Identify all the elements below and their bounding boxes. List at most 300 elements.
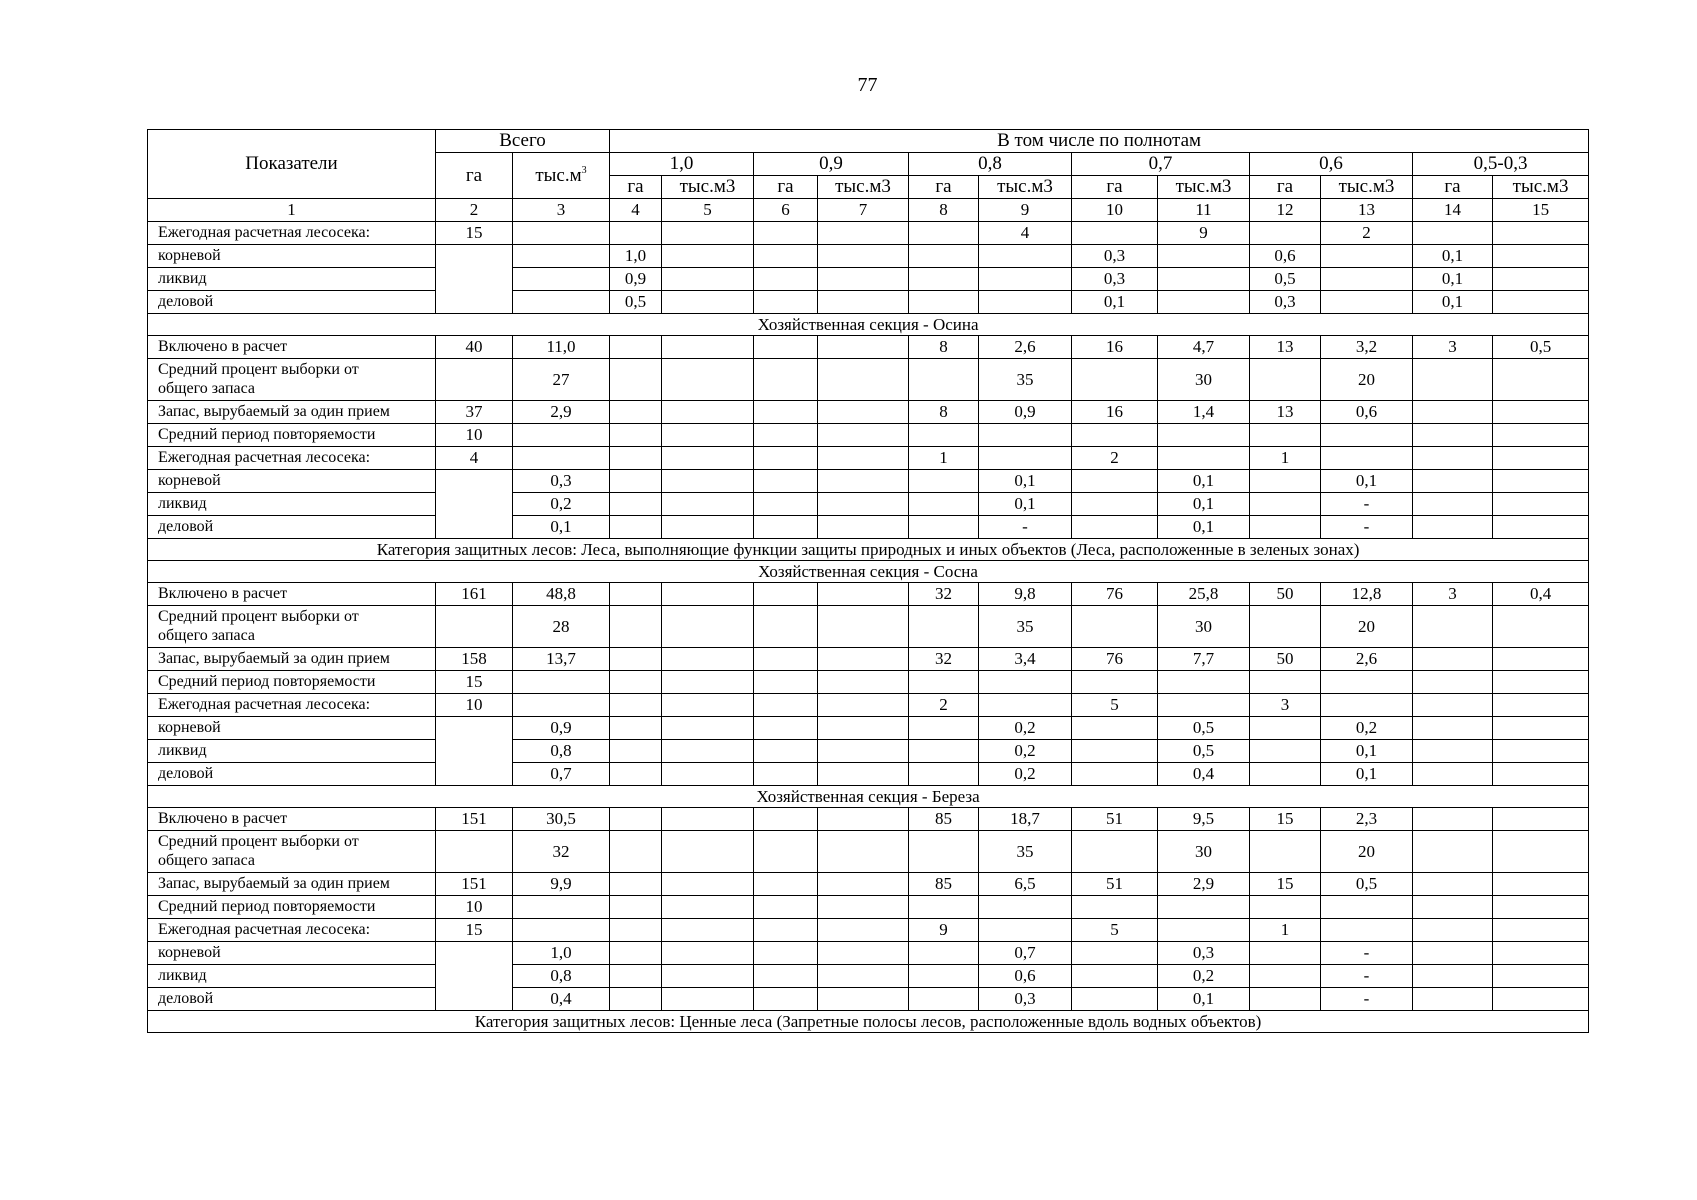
table-cell xyxy=(662,648,754,671)
table-cell xyxy=(1321,694,1413,717)
table-cell: 20 xyxy=(1321,831,1413,873)
stock-cut-label: Запас, вырубаемый за один прием xyxy=(148,873,436,896)
table-cell xyxy=(754,988,818,1011)
table-cell xyxy=(610,717,662,740)
avg-pct-label-line-1: Средний процент выборки от xyxy=(158,608,359,626)
table-row xyxy=(148,424,1589,447)
table-cell xyxy=(662,516,754,539)
table-cell: 13 xyxy=(1250,401,1321,424)
table-cell: 0,4 xyxy=(1493,583,1589,606)
table-cell xyxy=(1250,763,1321,786)
table-cell: 0,1 xyxy=(513,516,610,539)
table-cell xyxy=(1250,606,1321,648)
table-cell xyxy=(754,291,818,314)
table-cell xyxy=(1493,222,1589,245)
table-cell: 11,0 xyxy=(513,336,610,359)
table-cell xyxy=(1158,919,1250,942)
table-cell xyxy=(909,763,979,786)
table-cell xyxy=(1413,965,1493,988)
column-number-row xyxy=(148,199,1589,222)
table-cell xyxy=(610,222,662,245)
section-title-sosna-row xyxy=(148,561,1589,583)
root-label: корневой xyxy=(148,245,436,268)
table-row xyxy=(148,873,1589,896)
table-cell xyxy=(754,694,818,717)
table-cell xyxy=(1493,942,1589,965)
table-cell xyxy=(513,245,610,268)
table-cell: 3 xyxy=(1413,583,1493,606)
avg-pct-label-line-1: Средний процент выборки от xyxy=(158,361,359,379)
table-cell: 20 xyxy=(1321,606,1413,648)
table-cell: 50 xyxy=(1250,583,1321,606)
table-cell: 2 xyxy=(909,694,979,717)
table-cell xyxy=(754,245,818,268)
table-cell xyxy=(610,583,662,606)
table-cell xyxy=(754,740,818,763)
table-cell xyxy=(909,291,979,314)
table-cell xyxy=(754,606,818,648)
table-cell: 0,2 xyxy=(979,740,1072,763)
table-cell: 0,6 xyxy=(1321,401,1413,424)
merged-empty-cell xyxy=(436,470,513,539)
page-number: 77 xyxy=(857,74,878,96)
table-cell xyxy=(1158,245,1250,268)
table-cell: 37 xyxy=(436,401,513,424)
table-cell xyxy=(513,896,610,919)
column-number: 6 xyxy=(754,199,818,222)
table-cell xyxy=(1493,470,1589,493)
commercial-label: деловой xyxy=(148,291,436,314)
column-number: 15 xyxy=(1493,199,1589,222)
table-cell: 25,8 xyxy=(1158,583,1250,606)
table-cell: 35 xyxy=(979,606,1072,648)
table-cell: 12,8 xyxy=(1321,583,1413,606)
table-cell: 2,6 xyxy=(1321,648,1413,671)
table-cell: 0,4 xyxy=(1158,763,1250,786)
table-cell: 15 xyxy=(436,919,513,942)
category-valuable-forests-row xyxy=(148,1011,1589,1033)
merged-empty-cell xyxy=(436,942,513,1011)
table-cell xyxy=(662,671,754,694)
table-cell xyxy=(1493,648,1589,671)
table-cell xyxy=(1158,896,1250,919)
table-cell xyxy=(754,648,818,671)
annual-cut-label: Ежегодная расчетная лесосека: xyxy=(148,919,436,942)
table-cell xyxy=(1413,493,1493,516)
table-row xyxy=(148,606,1589,648)
table-cell xyxy=(1493,694,1589,717)
root-label: корневой xyxy=(148,470,436,493)
table-cell: 151 xyxy=(436,808,513,831)
table-row xyxy=(148,694,1589,717)
table-cell xyxy=(818,359,909,401)
category-green-zones-row xyxy=(148,539,1589,561)
table-cell xyxy=(1072,942,1158,965)
liquid-label: ликвид xyxy=(148,268,436,291)
table-cell xyxy=(610,606,662,648)
table-cell xyxy=(754,763,818,786)
header-sub-ha: га xyxy=(909,176,979,199)
table-cell xyxy=(1072,965,1158,988)
included-label: Включено в расчет xyxy=(148,808,436,831)
table-cell xyxy=(818,493,909,516)
table-cell: 35 xyxy=(979,831,1072,873)
table-cell xyxy=(754,808,818,831)
table-cell xyxy=(754,447,818,470)
table-cell: 0,6 xyxy=(979,965,1072,988)
table-cell xyxy=(1493,671,1589,694)
table-cell: 0,5 xyxy=(1321,873,1413,896)
column-number: 2 xyxy=(436,199,513,222)
table-cell xyxy=(1158,291,1250,314)
table-row xyxy=(148,919,1589,942)
table-cell xyxy=(662,942,754,965)
table-cell xyxy=(1413,896,1493,919)
table-cell: 10 xyxy=(436,694,513,717)
table-cell xyxy=(1413,606,1493,648)
header-total-ha: га xyxy=(436,153,513,199)
table-cell: 0,3 xyxy=(1072,245,1158,268)
table-cell: 0,1 xyxy=(1321,470,1413,493)
table-cell xyxy=(818,873,909,896)
table-cell: 1,4 xyxy=(1158,401,1250,424)
table-cell: 0,5 xyxy=(1158,740,1250,763)
table-cell xyxy=(909,942,979,965)
column-number: 13 xyxy=(1321,199,1413,222)
table-cell: 0,2 xyxy=(513,493,610,516)
table-cell: 1,0 xyxy=(610,245,662,268)
table-row xyxy=(148,671,1589,694)
table-cell xyxy=(610,493,662,516)
table-cell: 76 xyxy=(1072,648,1158,671)
table-cell xyxy=(662,919,754,942)
table-cell xyxy=(754,831,818,873)
table-cell: 4,7 xyxy=(1158,336,1250,359)
table-cell xyxy=(513,291,610,314)
column-number: 8 xyxy=(909,199,979,222)
header-sub-ha: га xyxy=(1072,176,1158,199)
table-cell xyxy=(979,447,1072,470)
avg-pct-label-line-2: общего запаса xyxy=(158,379,255,397)
table-cell: 2 xyxy=(1321,222,1413,245)
table-cell xyxy=(909,671,979,694)
table-cell xyxy=(610,831,662,873)
header-sub-volume: тыс.м3 xyxy=(1321,176,1413,199)
stock-cut-label: Запас, вырубаемый за один прием xyxy=(148,648,436,671)
table-cell xyxy=(662,606,754,648)
table-cell xyxy=(513,694,610,717)
table-cell: 85 xyxy=(909,808,979,831)
table-cell xyxy=(1413,808,1493,831)
table-cell: 0,1 xyxy=(1158,988,1250,1011)
table-cell: 0,3 xyxy=(1158,942,1250,965)
table-cell xyxy=(754,359,818,401)
liquid-label: ликвид xyxy=(148,493,436,516)
table-cell xyxy=(1321,291,1413,314)
table-cell: 1 xyxy=(909,447,979,470)
table-cell xyxy=(662,359,754,401)
header-sub-volume: тыс.м3 xyxy=(1493,176,1589,199)
table-row xyxy=(148,988,1589,1011)
table-cell: 9 xyxy=(909,919,979,942)
table-cell: 5 xyxy=(1072,919,1158,942)
table-cell xyxy=(513,424,610,447)
table-cell xyxy=(662,470,754,493)
table-cell xyxy=(909,717,979,740)
table-cell xyxy=(818,919,909,942)
table-cell xyxy=(1493,831,1589,873)
table-cell xyxy=(909,606,979,648)
included-label: Включено в расчет xyxy=(148,583,436,606)
table-cell xyxy=(662,291,754,314)
table-cell: 0,9 xyxy=(610,268,662,291)
table-cell xyxy=(1413,831,1493,873)
table-row xyxy=(148,740,1589,763)
table-cell: - xyxy=(1321,965,1413,988)
table-cell: 0,3 xyxy=(1072,268,1158,291)
table-row xyxy=(148,336,1589,359)
table-cell xyxy=(1413,516,1493,539)
table-cell: 0,5 xyxy=(1250,268,1321,291)
commercial-label: деловой xyxy=(148,988,436,1011)
table-cell xyxy=(818,717,909,740)
table-cell xyxy=(662,717,754,740)
table-row xyxy=(148,401,1589,424)
header-row-1 xyxy=(148,130,1589,153)
column-number: 9 xyxy=(979,199,1072,222)
table-cell: 51 xyxy=(1072,873,1158,896)
table-cell xyxy=(662,268,754,291)
table-row xyxy=(148,831,1589,873)
table-cell: 0,2 xyxy=(979,763,1072,786)
table-cell xyxy=(1158,424,1250,447)
table-cell xyxy=(610,965,662,988)
table-cell xyxy=(1072,606,1158,648)
table-cell: 0,1 xyxy=(1072,291,1158,314)
stock-cut-label: Запас, вырубаемый за один прием xyxy=(148,401,436,424)
table-cell xyxy=(909,470,979,493)
table-cell xyxy=(662,808,754,831)
table-cell: 15 xyxy=(1250,808,1321,831)
table-cell xyxy=(1072,763,1158,786)
annual-cut-label: Ежегодная расчетная лесосека: xyxy=(148,447,436,470)
column-number: 1 xyxy=(148,199,436,222)
column-number: 11 xyxy=(1158,199,1250,222)
table-cell xyxy=(818,808,909,831)
table-row xyxy=(148,717,1589,740)
table-cell: 3 xyxy=(1250,694,1321,717)
header-sub-ha: га xyxy=(1250,176,1321,199)
table-cell xyxy=(818,424,909,447)
header-total-volume-unit: тыс.м xyxy=(535,164,582,186)
table-cell xyxy=(1413,988,1493,1011)
table-cell: 151 xyxy=(436,873,513,896)
table-cell: 40 xyxy=(436,336,513,359)
table-cell: 161 xyxy=(436,583,513,606)
table-cell xyxy=(610,516,662,539)
table-cell xyxy=(1321,896,1413,919)
table-cell xyxy=(610,671,662,694)
table-cell xyxy=(1493,965,1589,988)
table-cell xyxy=(662,424,754,447)
table-cell: 51 xyxy=(1072,808,1158,831)
table-cell: 0,6 xyxy=(1250,245,1321,268)
table-cell: 10 xyxy=(436,424,513,447)
table-cell xyxy=(1493,919,1589,942)
header-density-1-0: 1,0 xyxy=(610,153,754,176)
table-cell xyxy=(1413,648,1493,671)
table-cell xyxy=(1413,359,1493,401)
table-cell xyxy=(662,896,754,919)
table-cell xyxy=(662,873,754,896)
table-cell: 1 xyxy=(1250,919,1321,942)
table-cell: 28 xyxy=(513,606,610,648)
table-cell xyxy=(1321,245,1413,268)
header-density-0-9: 0,9 xyxy=(754,153,909,176)
included-label: Включено в расчет xyxy=(148,336,436,359)
annual-cut-label: Ежегодная расчетная лесосека: xyxy=(148,222,436,245)
avg-pct-label xyxy=(148,359,436,401)
table-cell xyxy=(979,245,1072,268)
table-cell: - xyxy=(1321,516,1413,539)
table-cell: 5 xyxy=(1072,694,1158,717)
table-cell: 0,1 xyxy=(979,470,1072,493)
table-cell xyxy=(818,648,909,671)
table-cell xyxy=(662,583,754,606)
column-number: 7 xyxy=(818,199,909,222)
root-label: корневой xyxy=(148,717,436,740)
table-cell: 0,1 xyxy=(1413,291,1493,314)
table-cell: 9 xyxy=(1158,222,1250,245)
table-cell xyxy=(754,896,818,919)
table-cell xyxy=(1413,447,1493,470)
table-cell xyxy=(1250,424,1321,447)
column-number: 5 xyxy=(662,199,754,222)
table-cell xyxy=(610,873,662,896)
table-cell xyxy=(818,401,909,424)
table-cell xyxy=(979,694,1072,717)
table-cell xyxy=(1413,424,1493,447)
table-cell xyxy=(610,424,662,447)
table-cell xyxy=(818,336,909,359)
table-cell xyxy=(610,919,662,942)
header-density-0-6: 0,6 xyxy=(1250,153,1413,176)
table-cell xyxy=(1072,222,1158,245)
avg-period-label: Средний период повторяемости xyxy=(148,896,436,919)
table-cell xyxy=(1493,808,1589,831)
table-cell xyxy=(513,222,610,245)
merged-empty-cell xyxy=(436,245,513,314)
table-cell: 0,5 xyxy=(1158,717,1250,740)
table-cell xyxy=(1321,447,1413,470)
column-number: 14 xyxy=(1413,199,1493,222)
table-cell xyxy=(610,808,662,831)
table-cell: 7,7 xyxy=(1158,648,1250,671)
table-row xyxy=(148,808,1589,831)
table-cell: 0,5 xyxy=(1493,336,1589,359)
header-density-0-7: 0,7 xyxy=(1072,153,1250,176)
table-cell xyxy=(1072,671,1158,694)
table-cell: 8 xyxy=(909,336,979,359)
table-cell xyxy=(1072,740,1158,763)
table-cell xyxy=(513,671,610,694)
table-cell xyxy=(610,988,662,1011)
table-cell xyxy=(1493,493,1589,516)
table-cell xyxy=(909,516,979,539)
table-cell xyxy=(909,740,979,763)
header-sub-ha: га xyxy=(754,176,818,199)
column-number: 12 xyxy=(1250,199,1321,222)
table-row xyxy=(148,516,1589,539)
column-number: 10 xyxy=(1072,199,1158,222)
table-cell xyxy=(818,245,909,268)
section-title-osina-row xyxy=(148,314,1589,336)
table-cell xyxy=(754,942,818,965)
table-cell xyxy=(979,919,1072,942)
table-cell: 0,7 xyxy=(979,942,1072,965)
table-cell xyxy=(909,896,979,919)
table-cell: 48,8 xyxy=(513,583,610,606)
table-cell xyxy=(1072,831,1158,873)
section-title-osina: Хозяйственная секция - Осина xyxy=(148,314,1589,336)
table-cell xyxy=(1250,717,1321,740)
table-cell: 32 xyxy=(909,583,979,606)
table-cell: 30,5 xyxy=(513,808,610,831)
table-cell xyxy=(979,291,1072,314)
table-cell: 15 xyxy=(436,671,513,694)
avg-pct-label-line-2: общего запаса xyxy=(158,626,255,644)
table-row xyxy=(148,222,1589,245)
table-row xyxy=(148,245,1589,268)
table-cell: 0,3 xyxy=(1250,291,1321,314)
table-cell xyxy=(1250,965,1321,988)
table-cell xyxy=(1321,268,1413,291)
header-by-density: В том числе по полнотам xyxy=(610,130,1589,153)
table-cell xyxy=(909,268,979,291)
table-cell xyxy=(818,942,909,965)
table-row xyxy=(148,359,1589,401)
table-cell xyxy=(436,831,513,873)
header-sub-ha: га xyxy=(1413,176,1493,199)
header-sub-volume: тыс.м3 xyxy=(1158,176,1250,199)
table-cell xyxy=(1250,671,1321,694)
table-cell: 3,4 xyxy=(979,648,1072,671)
annual-cut-label: Ежегодная расчетная лесосека: xyxy=(148,694,436,717)
avg-pct-label xyxy=(148,606,436,648)
table-cell xyxy=(1493,245,1589,268)
table-cell: 15 xyxy=(436,222,513,245)
table-cell xyxy=(754,401,818,424)
table-cell xyxy=(818,671,909,694)
table-cell: 9,9 xyxy=(513,873,610,896)
table-cell xyxy=(1250,222,1321,245)
table-cell: 10 xyxy=(436,896,513,919)
commercial-label: деловой xyxy=(148,763,436,786)
table-cell xyxy=(513,447,610,470)
table-cell xyxy=(1072,493,1158,516)
table-cell xyxy=(436,606,513,648)
table-row xyxy=(148,896,1589,919)
table-cell xyxy=(1493,988,1589,1011)
table-cell: 32 xyxy=(909,648,979,671)
table-row xyxy=(148,493,1589,516)
table-cell xyxy=(1493,516,1589,539)
table-cell xyxy=(1493,447,1589,470)
table-cell xyxy=(1321,919,1413,942)
category-green-zones: Категория защитных лесов: Леса, выполняющие функции защиты природных и иных объектов (Леса, расположенные в зеленых зонах) xyxy=(148,539,1589,561)
table-cell xyxy=(1493,896,1589,919)
header-total-volume-sup: 3 xyxy=(581,164,587,176)
